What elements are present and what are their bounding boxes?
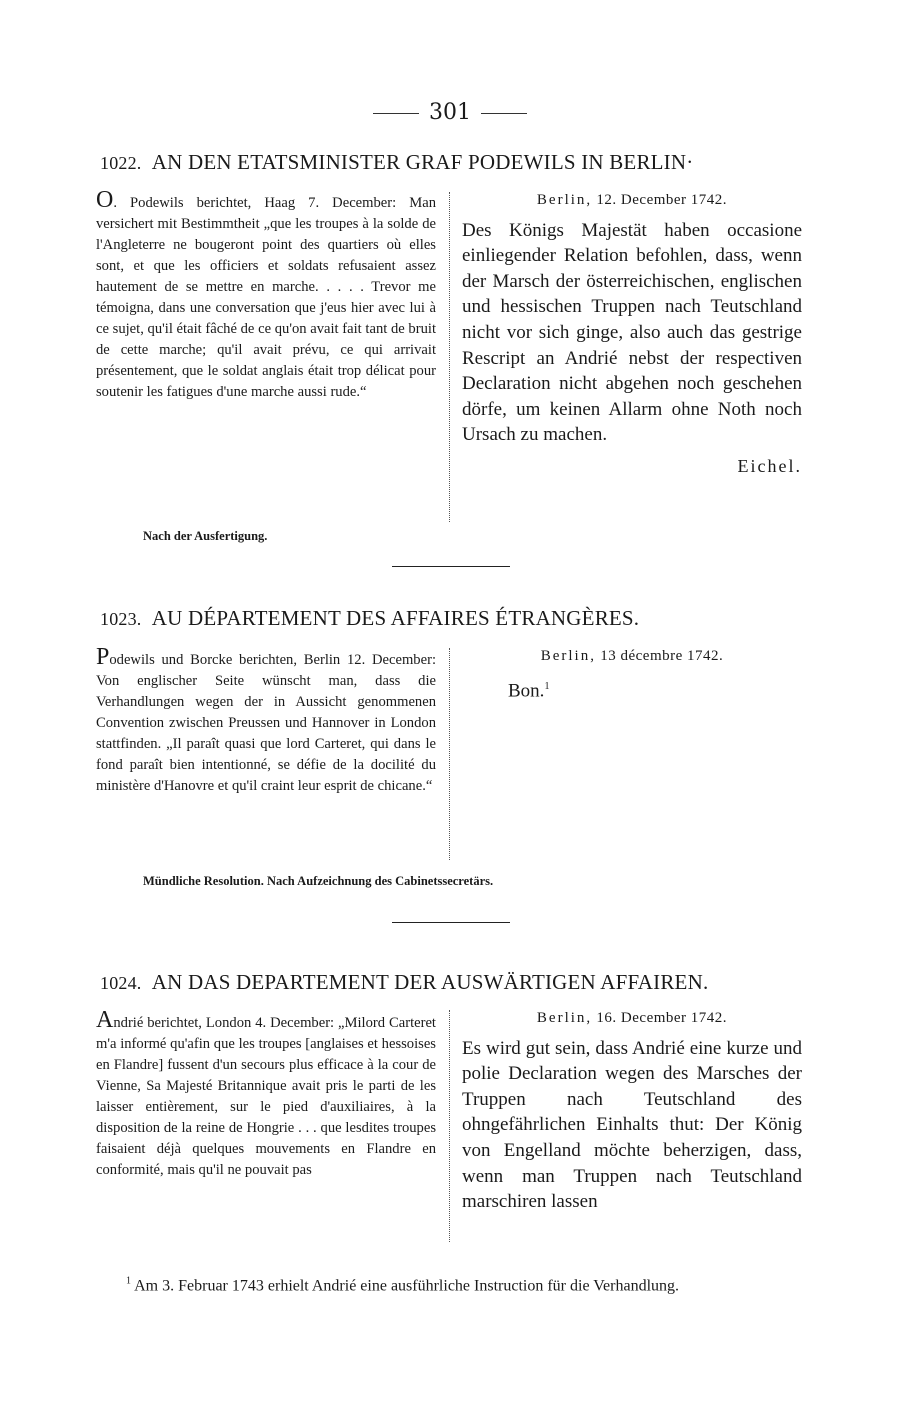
dateline (462, 1006, 802, 1032)
resolution-word: Bon. (508, 679, 545, 701)
resolution-1022 (462, 188, 802, 480)
footnote (96, 1270, 806, 1297)
section-number: 1023. (100, 609, 142, 629)
page-number-rule-right (481, 113, 527, 114)
section-title: AN DEN ETATSMINISTER GRAF PODEWILS IN BERLIN· (151, 150, 694, 174)
page-number-rule-left (373, 113, 419, 114)
column-divider (449, 648, 450, 860)
column-divider (449, 192, 450, 522)
resolution-1024 (462, 1006, 802, 1215)
report-summary-1023 (96, 644, 436, 797)
report-summary-1022 (96, 187, 436, 403)
dateline-date: 13 décembre 1742. (600, 648, 724, 664)
signature: Eichel. (737, 455, 802, 476)
section-heading-1023 (100, 606, 800, 631)
footnote-mark: 1 (126, 1276, 131, 1287)
dateline-place: Berlin, (540, 648, 596, 664)
dateline-date: 16. December 1742. (596, 1010, 728, 1026)
dateline (462, 644, 802, 670)
initial-letter: A (96, 1007, 114, 1033)
resolution-text: Es wird gut sein, dass Andrié eine kurze und polie Declaration wegen des Marsches der Truppen nach Teutschland des ohngefährlichen Einhalts thut: Der König von Engelland möchte beherzigen, dass, wenn man Truppen nach Teutschland marschiren lassen (462, 1037, 802, 1213)
report-text: ndrié berichtet, London 4. December: „Milord Carteret m'a informé qu'afin que les troupes [anglaises et hessoises en Flandre] fussent d'un secours plus efficace à la cour de Vienne, Sa Majesté Britannique avait pris le parti de les laisser entièrement, sur le pied d'auxiliaires, à la disposition de la reine de Hongrie . . . que lesdites troupes faisaient déjà quelques mouvements en Flandre en conformité, mais qu'il ne pouvait pas (96, 1015, 436, 1178)
section-title: AN DAS DEPARTEMENT DER AUSWÄRTIGEN AFFAIREN. (151, 970, 709, 994)
dateline (462, 188, 802, 214)
section-number: 1024. (100, 973, 142, 993)
section-separator (392, 922, 510, 923)
source-note: Nach der Ausfertigung. (143, 529, 268, 543)
footnote-mark: 1 (544, 680, 550, 692)
footnote-text: Am 3. Februar 1743 erhielt Andrié eine ausführliche Instruction für die Verhandlung. (134, 1277, 680, 1295)
page-number (0, 100, 900, 125)
dateline-place: Berlin, (536, 192, 593, 208)
footnote-marker (96, 1277, 131, 1294)
section-title: AU DÉPARTEMENT DES AFFAIRES ÉTRANGÈRES. (151, 606, 640, 630)
section-heading-1024 (100, 970, 800, 995)
dateline-place: Berlin, (536, 1010, 593, 1026)
initial-letter: P (96, 644, 110, 670)
resolution-text (462, 674, 802, 704)
page-number-text: 301 (429, 100, 471, 125)
section-heading-1022 (100, 150, 800, 175)
section-separator (392, 566, 510, 567)
resolution-1023 (462, 644, 802, 704)
source-note: Mündliche Resolution. Nach Aufzeichnung des Cabinetssecretärs. (143, 874, 494, 888)
report-text: odewils und Borcke berichten, Berlin 12. December: Von englischer Seite wünscht man, dass die Verhandlungen wegen der in Aussicht genommenen Convention zwischen Preussen und Hannover in London stattfinden. „Il paraît quasi que lord Carteret, qui dans le fond paraît bien intentionné, se défie de la docilité du ministère d'Hanovre et qu'il craint leur esprit de chicane.“ (96, 652, 436, 794)
dateline-date: 12. December 1742. (596, 192, 728, 208)
resolution-text: Des Königs Majestät haben occasione einliegender Relation befohlen, dass, wenn der Marsch der österreichischen, englischen und hessischen Truppen nach Teutschland nicht vor sich ginge, also auch das gestrige Rescript an Andrié nebst der respectiven Declaration nicht abgehen noch geschehen dörfe, um keinen Allarm ohne Noth noch Ursach zu machen. (462, 219, 802, 446)
initial-letter: O (96, 187, 114, 213)
section-number: 1022. (100, 153, 142, 173)
report-text: . Podewils berichtet, Haag 7. December: Man versichert mit Bestimmtheit „que les troupes à la solde de l'Angleterre ne bougeront point des quartiers où elles sont, et que les officiers et soldats refusaient assez hautement de se mettre en marche. . . . . Trevor me témoigna, dans une conversation que j'eus hier avec lui à ce sujet, qu'il était fâché de ce qu'on avait fait tant de bruit de cette marche; qu'il avait prévu, ce qui arrivait présentement, que le soldat anglais était trop délicat pour soutenir les fatigues d'une marche aussi rude.“ (96, 195, 436, 400)
report-summary-1024 (96, 1007, 436, 1181)
column-divider (449, 1010, 450, 1242)
